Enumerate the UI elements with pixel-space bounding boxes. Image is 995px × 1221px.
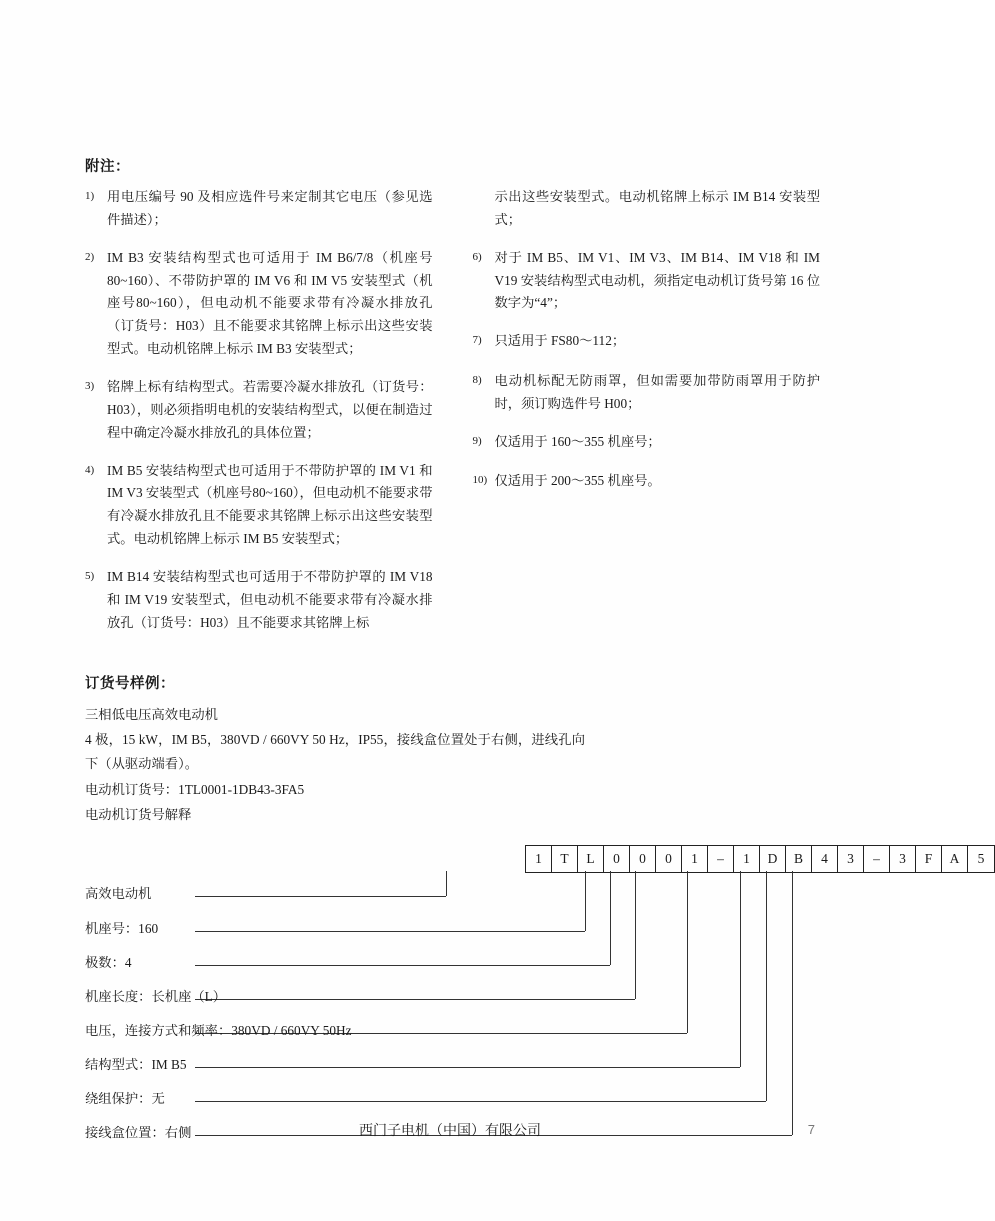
note-item bbox=[85, 376, 433, 445]
note-item bbox=[473, 186, 821, 232]
note-number: 10) bbox=[472, 474, 488, 487]
note-number: 9) bbox=[472, 434, 482, 447]
note-text: 仅适用于 200～355 机座号。 bbox=[494, 473, 661, 489]
code-cell: 1 bbox=[526, 846, 552, 872]
code-cell: 0 bbox=[656, 846, 682, 872]
note-text: 只适用于 FS80～112； bbox=[494, 333, 626, 349]
notes-column-right bbox=[473, 186, 821, 650]
note-number: 2) bbox=[85, 250, 95, 263]
note-item bbox=[473, 431, 821, 456]
note-item bbox=[473, 330, 821, 355]
note-number bbox=[473, 186, 495, 187]
code-cell: 1 bbox=[682, 846, 708, 872]
note-text: 对于 IM B5、IM V1、IM V3、IM B14、IM V18 和 IM V19 安装结构型式电动机，须指定电动机订货号第 16 位数字为“4”； bbox=[494, 249, 820, 311]
notes-title: 附注： bbox=[85, 159, 130, 175]
legend-label: 机座号：160 bbox=[85, 920, 159, 936]
code-cell: T bbox=[552, 846, 578, 872]
leader-horizontal bbox=[195, 1067, 740, 1068]
leader-vertical bbox=[635, 871, 636, 999]
note-number: 1) bbox=[85, 190, 95, 202]
leader-vertical bbox=[687, 871, 688, 1033]
note-item bbox=[85, 186, 433, 232]
legend-label: 接线盒位置：右侧 bbox=[85, 1124, 192, 1140]
note-text: 电动机标配无防雨罩，但如需要加带防雨罩用于防护时，须订购选件号 H00； bbox=[494, 372, 820, 411]
note-number: 4) bbox=[85, 463, 95, 476]
legend-label: 电压，连接方式和频率：380VD / 660VY 50Hz bbox=[85, 1022, 352, 1038]
note-number: 6) bbox=[472, 250, 482, 263]
code-cell: A bbox=[942, 846, 968, 872]
code-cell: 3 bbox=[838, 846, 864, 872]
leader-horizontal bbox=[195, 896, 446, 897]
footer-company: 西门子电机（中国）有限公司 bbox=[359, 1124, 541, 1139]
note-number: 3) bbox=[85, 380, 95, 393]
note-text: IM B14 安装结构型式也可适用于不带防护罩的 IM V18 和 IM V19 安装型式，但电动机不能要求带有冷凝水排放孔（订货号：H03）且不能要求其铭牌上标 bbox=[107, 569, 433, 630]
code-cell: F bbox=[916, 846, 942, 872]
notes-column-left bbox=[85, 186, 433, 650]
leader-horizontal bbox=[195, 999, 635, 1000]
note-text: 铭牌上标有结构型式。若需要冷凝水排放孔（订货号：H03），则必须指明电机的安装结构型式，以便在制造过程中确定冷凝水排放孔的具体位置； bbox=[107, 379, 433, 440]
legend-label: 高效电动机 bbox=[85, 885, 152, 901]
leader-vertical bbox=[446, 871, 447, 896]
legend-label: 机座长度：长机座（L） bbox=[85, 988, 227, 1004]
notes-columns bbox=[85, 186, 820, 650]
page-number: 7 bbox=[807, 1122, 815, 1137]
code-cell: D bbox=[760, 846, 786, 872]
note-item bbox=[473, 247, 821, 316]
code-cell: L bbox=[578, 846, 604, 872]
note-item bbox=[473, 370, 821, 416]
note-number: 5) bbox=[85, 570, 95, 583]
leader-vertical bbox=[610, 871, 611, 965]
note-text: 用电压编号 90 及相应选件号来定制其它电压（参见选件描述）； bbox=[107, 189, 433, 227]
leader-vertical bbox=[766, 871, 767, 1101]
legend-label: 绕组保护：无 bbox=[85, 1090, 165, 1106]
order-example-block bbox=[85, 672, 820, 827]
page-content bbox=[85, 155, 985, 1140]
code-cell: B bbox=[786, 846, 812, 872]
note-number: 8) bbox=[472, 373, 482, 386]
order-example-title: 订货号样例： bbox=[85, 675, 175, 692]
leader-vertical bbox=[740, 871, 741, 1067]
legend-label: 结构型式：IM B5 bbox=[85, 1056, 187, 1072]
note-text: IM B3 安装结构型式也可适用于 IM B6/7/8（机座号 80~160）、不带防护罩的 IM V6 和 IM V5 安装型式（机座号80~160），但电动机不能要求带有冷凝水排放孔（订货号：H03）且不能要求其铭牌上标示出这些安装型式。电动机铭牌上标示 IM B3 安装型式； bbox=[107, 249, 433, 357]
note-text: IM B5 安装结构型式也可适用于不带防护罩的 IM V1 和 IM V3 安装型式（机座号80~160），但电动机不能要求带有冷凝水排放孔且不能要求其铭牌上标示出这些安装型式。电动机铭牌上标示 IM B5 安装型式； bbox=[107, 462, 433, 547]
leader-vertical bbox=[585, 871, 586, 931]
code-cell: 4 bbox=[812, 846, 838, 872]
order-example-line-3: 电动机订货号：1TL0001-1DB43-3FA5 bbox=[85, 781, 305, 797]
order-code-diagram bbox=[85, 845, 985, 1140]
code-cell: 1 bbox=[734, 846, 760, 872]
code-cell: 3 bbox=[890, 846, 916, 872]
leader-horizontal bbox=[195, 1101, 766, 1102]
order-example-line-2: 4 极，15 kW，IM B5，380VD / 660VY 50 Hz，IP55，接线盒位置处于右侧，进线孔向下（从驱动端看）。 bbox=[85, 732, 585, 771]
note-text: 仅适用于 160～355 机座号； bbox=[494, 433, 661, 449]
leader-horizontal bbox=[195, 965, 610, 966]
note-text: 示出这些安装型式。电动机铭牌上标示 IM B14 安装型式； bbox=[494, 189, 820, 227]
legend-label: 极数：4 bbox=[85, 954, 132, 970]
leader-horizontal bbox=[195, 931, 585, 932]
note-item bbox=[473, 470, 821, 495]
order-example-line-1: 三相低电压高效电动机 bbox=[85, 706, 218, 722]
code-cell: 0 bbox=[604, 846, 630, 872]
order-code-row bbox=[525, 845, 995, 873]
code-cell: 0 bbox=[630, 846, 656, 872]
note-item bbox=[85, 247, 433, 361]
note-number: 7) bbox=[472, 334, 482, 347]
note-item bbox=[85, 460, 433, 551]
code-cell: – bbox=[708, 846, 734, 872]
order-example-line-4: 电动机订货号解释 bbox=[85, 807, 192, 823]
code-cell: – bbox=[864, 846, 890, 872]
note-item bbox=[85, 566, 433, 635]
code-cell: 5 bbox=[977, 850, 985, 866]
leader-vertical bbox=[792, 871, 793, 1135]
